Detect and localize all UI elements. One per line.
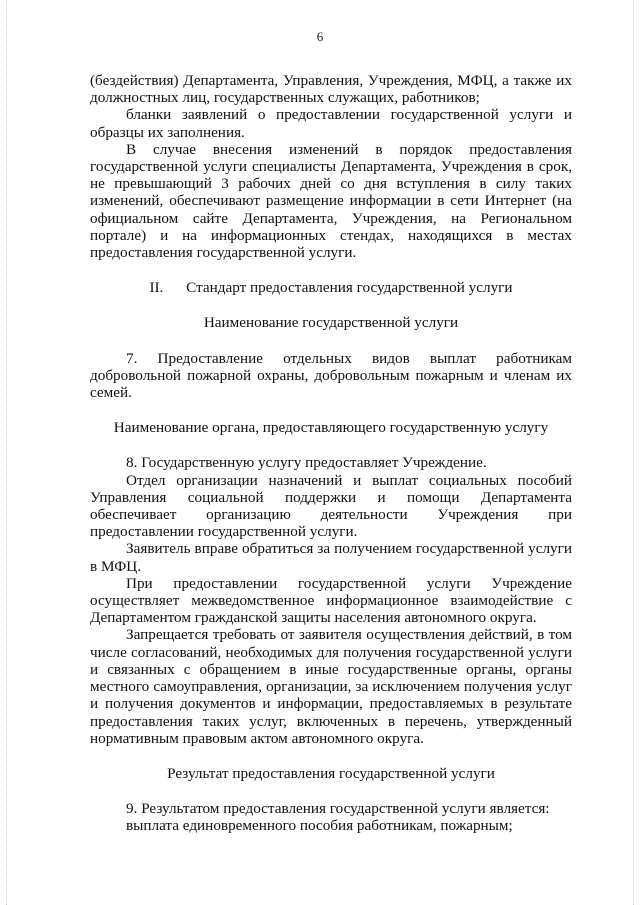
page-number: 6: [316, 29, 324, 44]
paragraph-8-provider: 8. Государственную услугу предоставляет Учреждение.: [126, 454, 487, 472]
paragraph-mfc-right: Заявитель вправе обратиться за получением государственной услуги в МФЦ.: [90, 540, 572, 575]
subheading-providing-body: Наименование органа, предоставляющего государственную услугу: [113, 419, 549, 437]
section-heading-standard: II. Стандарт предоставления государственной услуги: [149, 279, 513, 297]
page-edge-left: [6, 0, 7, 905]
subheading-service-name: Наименование государственной услуги: [203, 314, 459, 332]
paragraph-7-service-name: 7. Предоставление отдельных видов выплат работникам добровольной пожарной охраны, добровольным пожарным и членам их семей.: [90, 349, 572, 402]
paragraph-application-forms: бланки заявлений о предоставлении государственной услуги и образцы их заполнения.: [90, 106, 572, 141]
paragraph-procedure-changes: В случае внесения изменений в порядок предоставления государственной услуги специалисты Департамента, Учреждения в срок, не превышающий 3 рабочих дней со дня вступления в силу таких изменений, обеспечивают размещение информации в сети Интернет (на официальном сайте Департамента, Учреждения, на Региональном портале) и на информационных стендах, находящихся в местах предоставления государственной услуги.: [90, 140, 573, 262]
paragraph-9-result: 9. Результатом предоставления государственной услуги является:: [126, 800, 550, 818]
paragraph-interagency-cooperation: При предоставлении государственной услуги Учреждение осуществляет межведомственное информационное взаимодействие с Департаментом гражданской защиты населения автономного округа.: [90, 574, 572, 627]
document-body: [90, 72, 572, 835]
paragraph-complaint-subjects: (бездействия) Департамента, Управления, Учреждения, МФЦ, а также их должностных лиц, государственных служащих, работников;: [90, 72, 572, 107]
paragraph-lump-sum-payment: выплата единовременного пособия работникам, пожарным;: [126, 817, 513, 835]
paragraph-department-provision: Отдел организации назначений и выплат социальных пособий Управления социальной поддержки и помощи Департамента обеспечивает организацию деятельности Учреждения при предоставлении государственной услуги.: [90, 471, 572, 541]
subheading-service-result: Результат предоставления государственной услуги: [167, 764, 495, 782]
paragraph-prohibition: Запрещается требовать от заявителя осуществления действий, в том числе согласований, необходимых для получения государственной услуги и связанных с обращением в иные государственные органы, органы местного самоуправления, организации, за исключением получения услуг и получения документов и информации, предоставляемых в результате предоставления таких услуг, включенных в перечень, утвержденный нормативным правовым актом автономного округа.: [90, 626, 573, 747]
page-edge-right: [633, 0, 634, 905]
